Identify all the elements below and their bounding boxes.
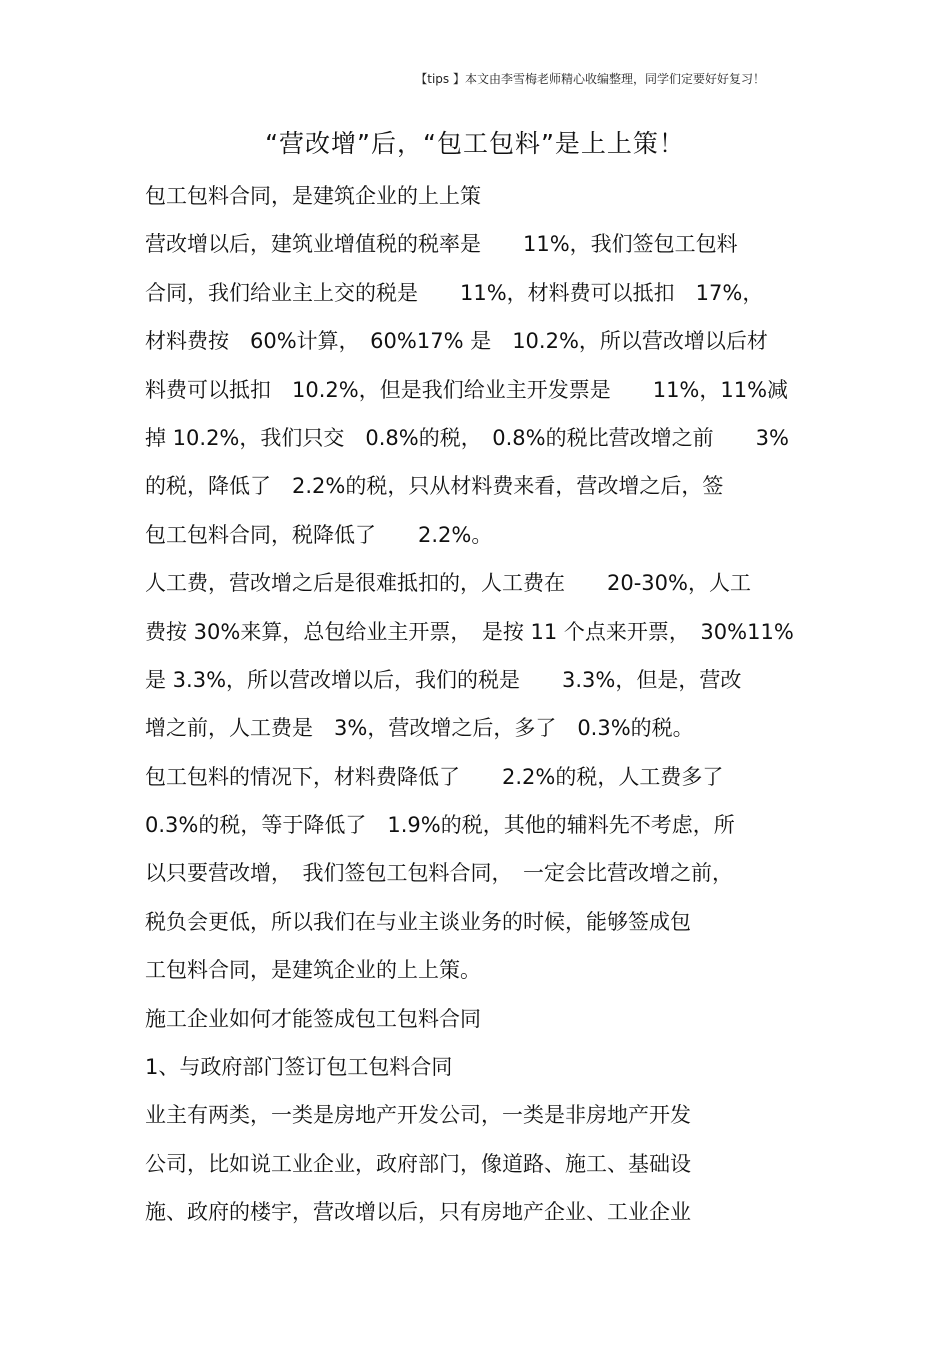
body-line: 工包料合同，是建筑企业的上上策。 [145, 958, 481, 983]
document-body [145, 176, 815, 1241]
body-line: 费按 30%来算，总包给业主开票， 是按 11 个点来开票， 30%11% [145, 619, 794, 644]
body-line: 材料费按 60%计算， 60%17% 是 10.2%，所以营改增以后材 [145, 329, 768, 354]
body-line: 是 3.3%，所以营改增以后，我们的税是 3.3%，但是，营改 [145, 667, 742, 692]
body-line: 公司，比如说工业企业，政府部门，像道路、施工、基础设 [145, 1151, 691, 1176]
subsection-heading: 1、与政府部门签订包工包料合同 [145, 1055, 453, 1080]
body-line: 合同，我们给业主上交的税是 11%，材料费可以抵扣 17%， [145, 280, 764, 305]
section-heading: 施工企业如何才能签成包工包料合同 [145, 1006, 481, 1031]
body-line: 掉 10.2%，我们只交 0.8%的税， 0.8%的税比营改增之前 3% [145, 425, 789, 450]
body-line: 料费可以抵扣 10.2%，但是我们给业主开发票是 11%，11%减 [145, 377, 789, 402]
body-line: 包工包料合同，是建筑企业的上上策 [145, 184, 481, 208]
body-line: 税负会更低，所以我们在与业主谈业务的时候，能够签成包 [145, 909, 691, 934]
body-line: 0.3%的税，等于降低了 1.9%的税，其他的辅料先不考虑，所 [145, 813, 735, 838]
body-line: 增之前，人工费是 3%，营改增之后，多了 0.3%的税。 [145, 716, 694, 741]
header-tips: 【tips 】本文由李雪梅老师精心收编整理，同学们定要好好复习！ [415, 72, 765, 86]
body-line: 施、政府的楼宇，营改增以后，只有房地产企业、工业企业 [145, 1200, 691, 1225]
document-title: “营改增”后，“包工包料”是上上策！ [265, 129, 685, 158]
body-line: 人工费，营改增之后是很难抵扣的，人工费在 20-30%，人工 [145, 571, 751, 596]
body-line: 业主有两类，一类是房地产开发公司，一类是非房地产开发 [145, 1103, 691, 1128]
body-line: 包工包料的情况下，材料费降低了 2.2%的税，人工费多了 [145, 764, 724, 789]
body-line: 以只要营改增， 我们签包工包料合同， 一定会比营改增之前， [145, 861, 733, 886]
body-line: 包工包料合同，税降低了 2.2%。 [145, 522, 493, 547]
body-line: 的税，降低了 2.2%的税，只从材料费来看，营改增之后，签 [145, 474, 724, 499]
body-line: 营改增以后，建筑业增值税的税率是 11%，我们签包工包料 [145, 232, 738, 257]
